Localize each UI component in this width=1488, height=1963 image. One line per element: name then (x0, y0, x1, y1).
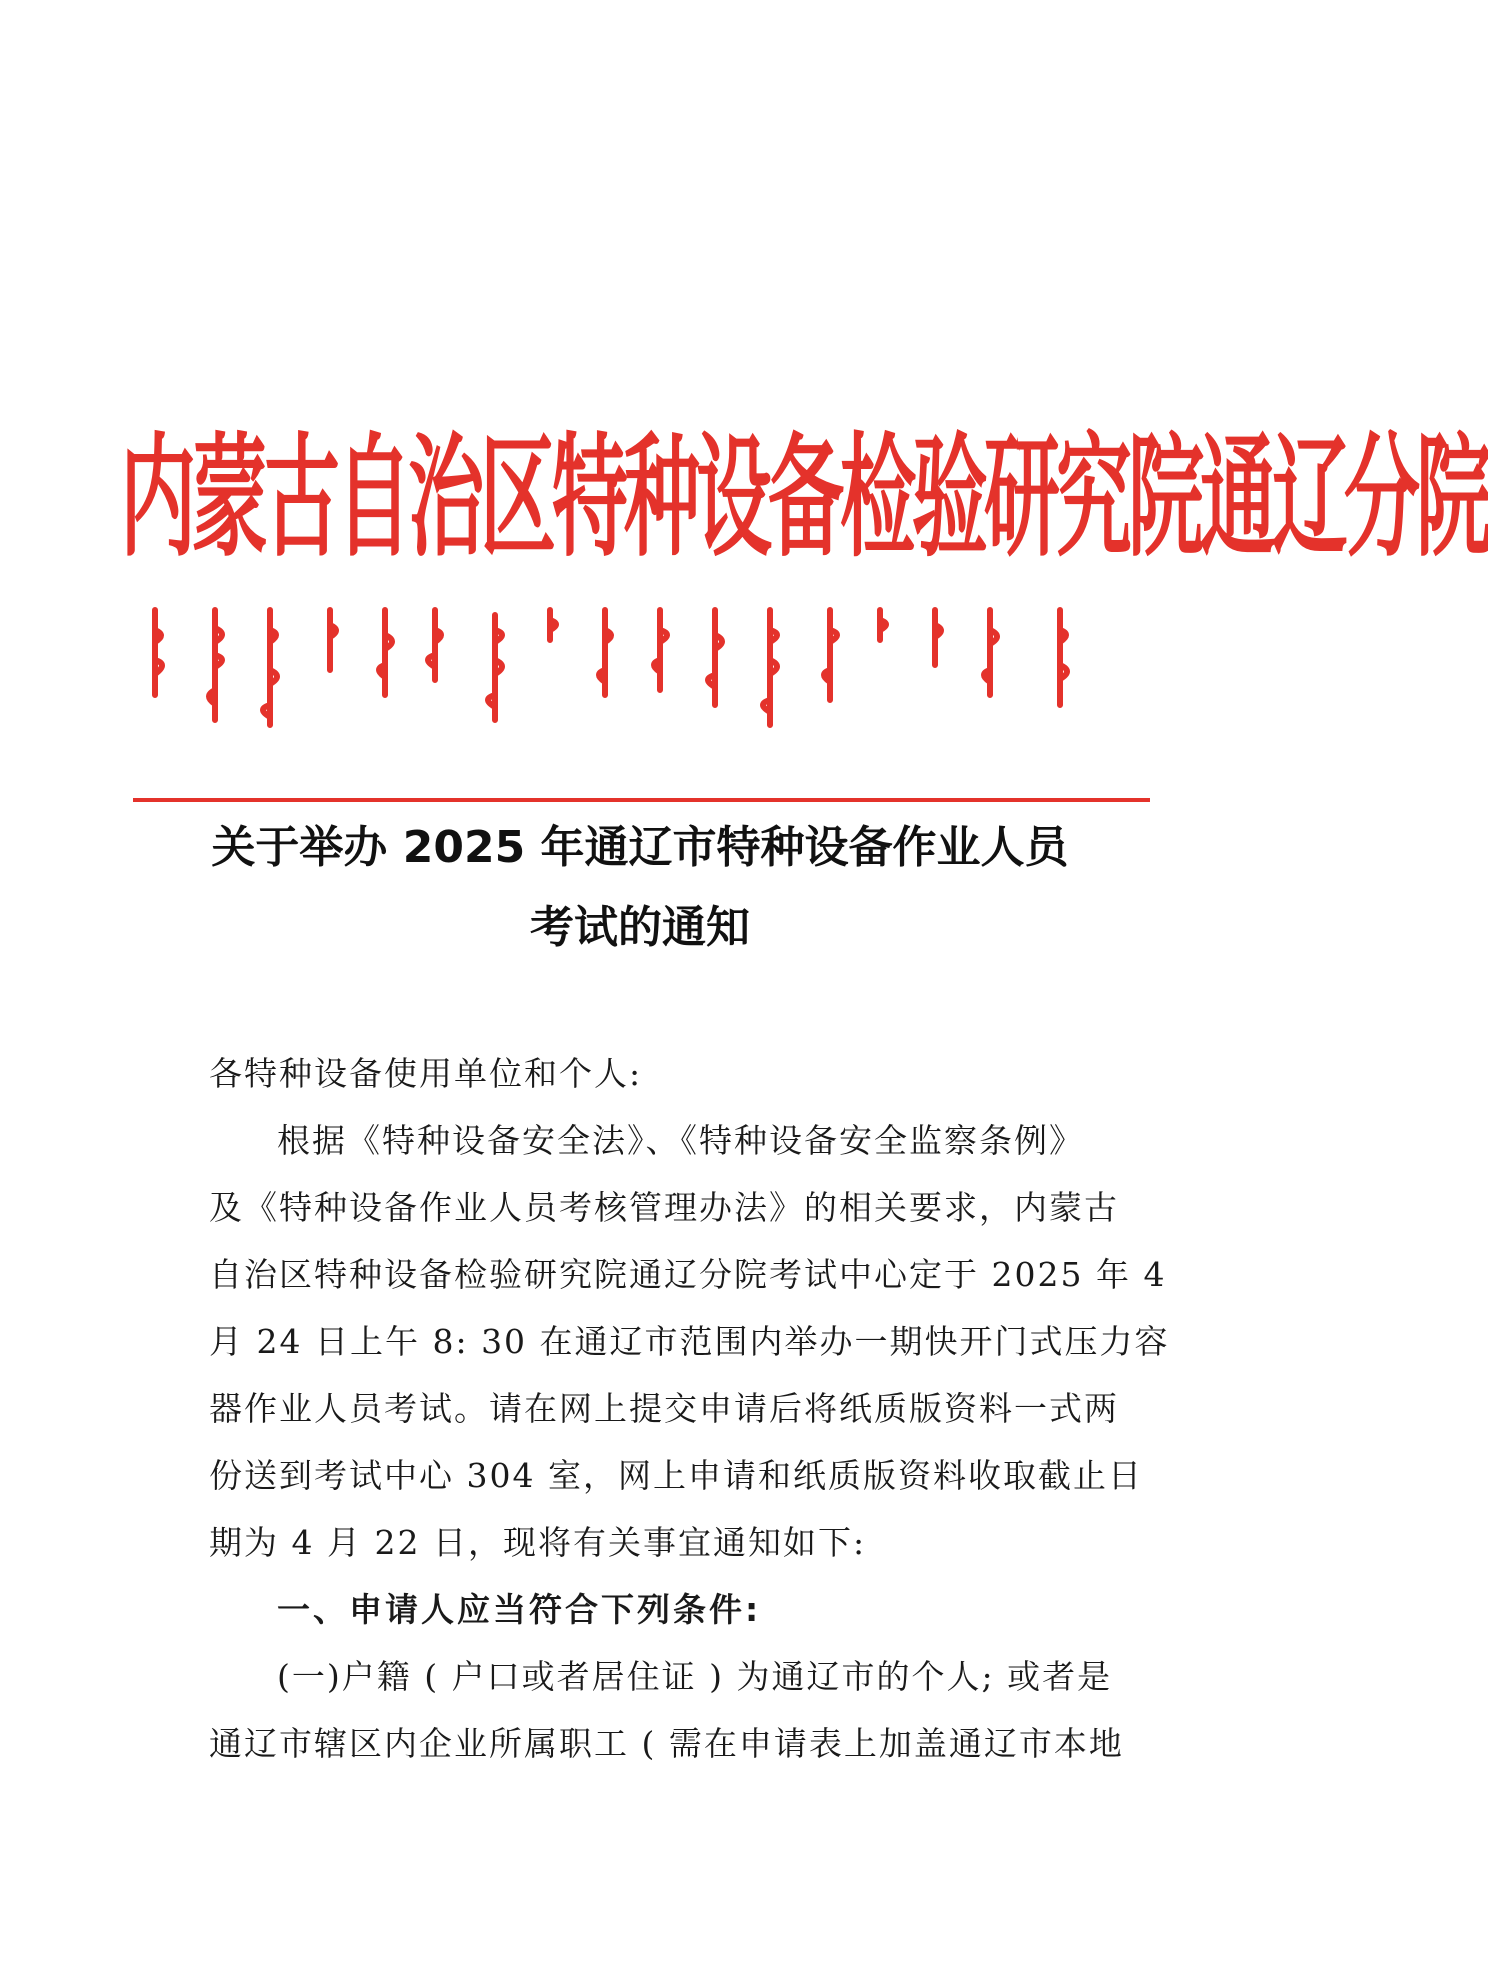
paragraph1-line: 及《特种设备作业人员考核管理办法》的相关要求，内蒙古 (209, 1188, 1119, 1227)
paragraph1-line: 自治区特种设备检验研究院通辽分院考试中心定于 2025 年 4 (209, 1255, 1167, 1294)
notice-title-line-2: 考试的通知 (530, 902, 750, 953)
mongolian-script-icon (130, 600, 1150, 730)
notice-body (209, 1040, 1170, 1777)
item1-line: (一)户籍 ( 户口或者居住证 ) 为通辽市的个人; 或者是 (277, 1657, 1113, 1696)
letterhead-red-rule (133, 798, 1150, 802)
notice-title-line-1: 关于举办 2025 年通辽市特种设备作业人员 (211, 822, 1069, 873)
paragraph1-line: 月 24 日上午 8: 30 在通辽市范围内举办一期快开门式压力容 (209, 1322, 1170, 1361)
section1-heading: 一、申请人应当符合下列条件: (277, 1590, 762, 1629)
notice-title (160, 808, 1120, 968)
item1-line: 通辽市辖区内企业所属职工 ( 需在申请表上加盖通辽市本地 (209, 1724, 1124, 1763)
paragraph1-line: 器作业人员考试。请在网上提交申请后将纸质版资料一式两 (209, 1389, 1119, 1428)
paragraph1-line: 期为 4 月 22 日，现将有关事宜通知如下: (209, 1523, 867, 1562)
paragraph1-line: 根据《特种设备安全法》、《特种设备安全监察条例》 (277, 1121, 1084, 1160)
salutation: 各特种设备使用单位和个人: (209, 1054, 643, 1093)
letterhead-org-name: 内蒙古自治区特种设备检验研究院通辽分院 (120, 419, 1488, 575)
paragraph1-line: 份送到考试中心 304 室，网上申请和纸质版资料收取截止日 (209, 1456, 1143, 1495)
